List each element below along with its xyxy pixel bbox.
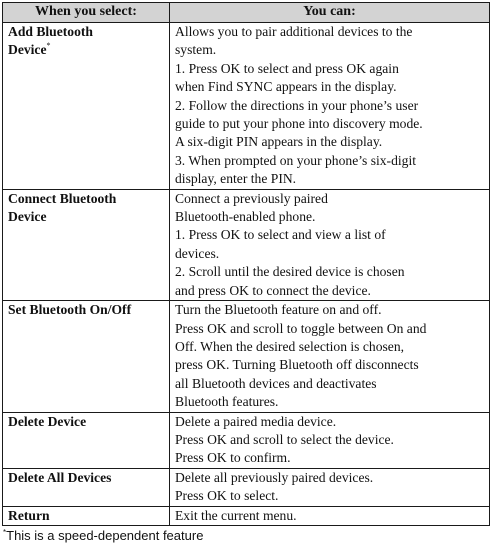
- selection-label-line: Set Bluetooth On/Off: [8, 302, 132, 318]
- description-cell: [170, 23, 490, 190]
- footnote-text: This is a speed-dependent feature: [6, 528, 204, 543]
- selection-label-line: Delete All Devices: [8, 469, 112, 485]
- description-line: A six-digit PIN appears in the display.: [175, 134, 383, 150]
- description-line: Off. When the desired selection is chosen,: [175, 338, 405, 354]
- selection-cell: [3, 301, 170, 412]
- table-row: [3, 301, 490, 412]
- selection-label-line: Device: [8, 42, 47, 58]
- description-cell: [170, 412, 490, 468]
- description-cell: [170, 506, 490, 525]
- description-line: Delete all previously paired devices.: [175, 469, 374, 485]
- bluetooth-menu-table: [2, 2, 490, 526]
- description-line: devices.: [175, 245, 220, 261]
- speed-dependent-marker: *: [46, 41, 51, 51]
- description-line: 2. Scroll until the desired device is chosen: [175, 264, 405, 280]
- description-cell: [170, 468, 490, 506]
- footnote-marker: *: [3, 528, 7, 537]
- selection-cell: [3, 506, 170, 525]
- description-line: Turn the Bluetooth feature on and off.: [175, 302, 382, 318]
- description-line: 3. When prompted on your phone’s six-digit: [175, 152, 417, 168]
- description-line: Press OK and scroll to select the device.: [175, 431, 394, 447]
- description-line: Bluetooth features.: [175, 394, 279, 410]
- selection-label-line: Add Bluetooth: [8, 24, 93, 39]
- description-line: 1. Press OK to select and press OK again: [175, 60, 399, 76]
- description-line: when Find SYNC appears in the display.: [175, 79, 397, 95]
- description-line: Exit the current menu.: [175, 507, 297, 523]
- description-line: Bluetooth-enabled phone.: [175, 209, 316, 225]
- header-you-can: You can:: [170, 3, 490, 23]
- description-line: system.: [175, 42, 217, 58]
- description-line: and press OK to connect the device.: [175, 282, 371, 298]
- description-line: display, enter the PIN.: [175, 171, 297, 187]
- description-line: 1. Press OK to select and view a list of: [175, 227, 386, 243]
- selection-cell: [3, 468, 170, 506]
- description-line: Press OK and scroll to toggle between On and: [175, 320, 427, 336]
- header-when-you-select: When you select:: [3, 3, 170, 23]
- table-row: [3, 506, 490, 525]
- description-line: Delete a paired media device.: [175, 413, 337, 429]
- selection-cell: [3, 23, 170, 190]
- description-line: all Bluetooth devices and deactivates: [175, 375, 377, 391]
- table-row: [3, 468, 490, 506]
- description-line: press OK. Turning Bluetooth off disconnects: [175, 357, 419, 373]
- description-line: Allows you to pair additional devices to the: [175, 24, 413, 39]
- table-row: [3, 412, 490, 468]
- description-line: 2. Follow the directions in your phone’s user: [175, 97, 419, 113]
- selection-label-line: Delete Device: [8, 413, 87, 429]
- description-cell: [170, 189, 490, 300]
- footnote: [3, 528, 203, 544]
- description-line: guide to put your phone into discovery mode.: [175, 116, 423, 132]
- description-line: Press OK to confirm.: [175, 450, 291, 466]
- selection-label-line: Device: [8, 209, 47, 225]
- table-body: [3, 23, 490, 526]
- selection-label-line: Return: [8, 507, 50, 523]
- description-cell: [170, 301, 490, 412]
- description-line: Press OK to select.: [175, 488, 279, 504]
- table-row: [3, 189, 490, 300]
- selection-cell: [3, 189, 170, 300]
- table-row: [3, 23, 490, 190]
- description-line: Connect a previously paired: [175, 190, 328, 206]
- table-header-row: [3, 3, 490, 23]
- selection-label-line: Connect Bluetooth: [8, 190, 117, 206]
- selection-cell: [3, 412, 170, 468]
